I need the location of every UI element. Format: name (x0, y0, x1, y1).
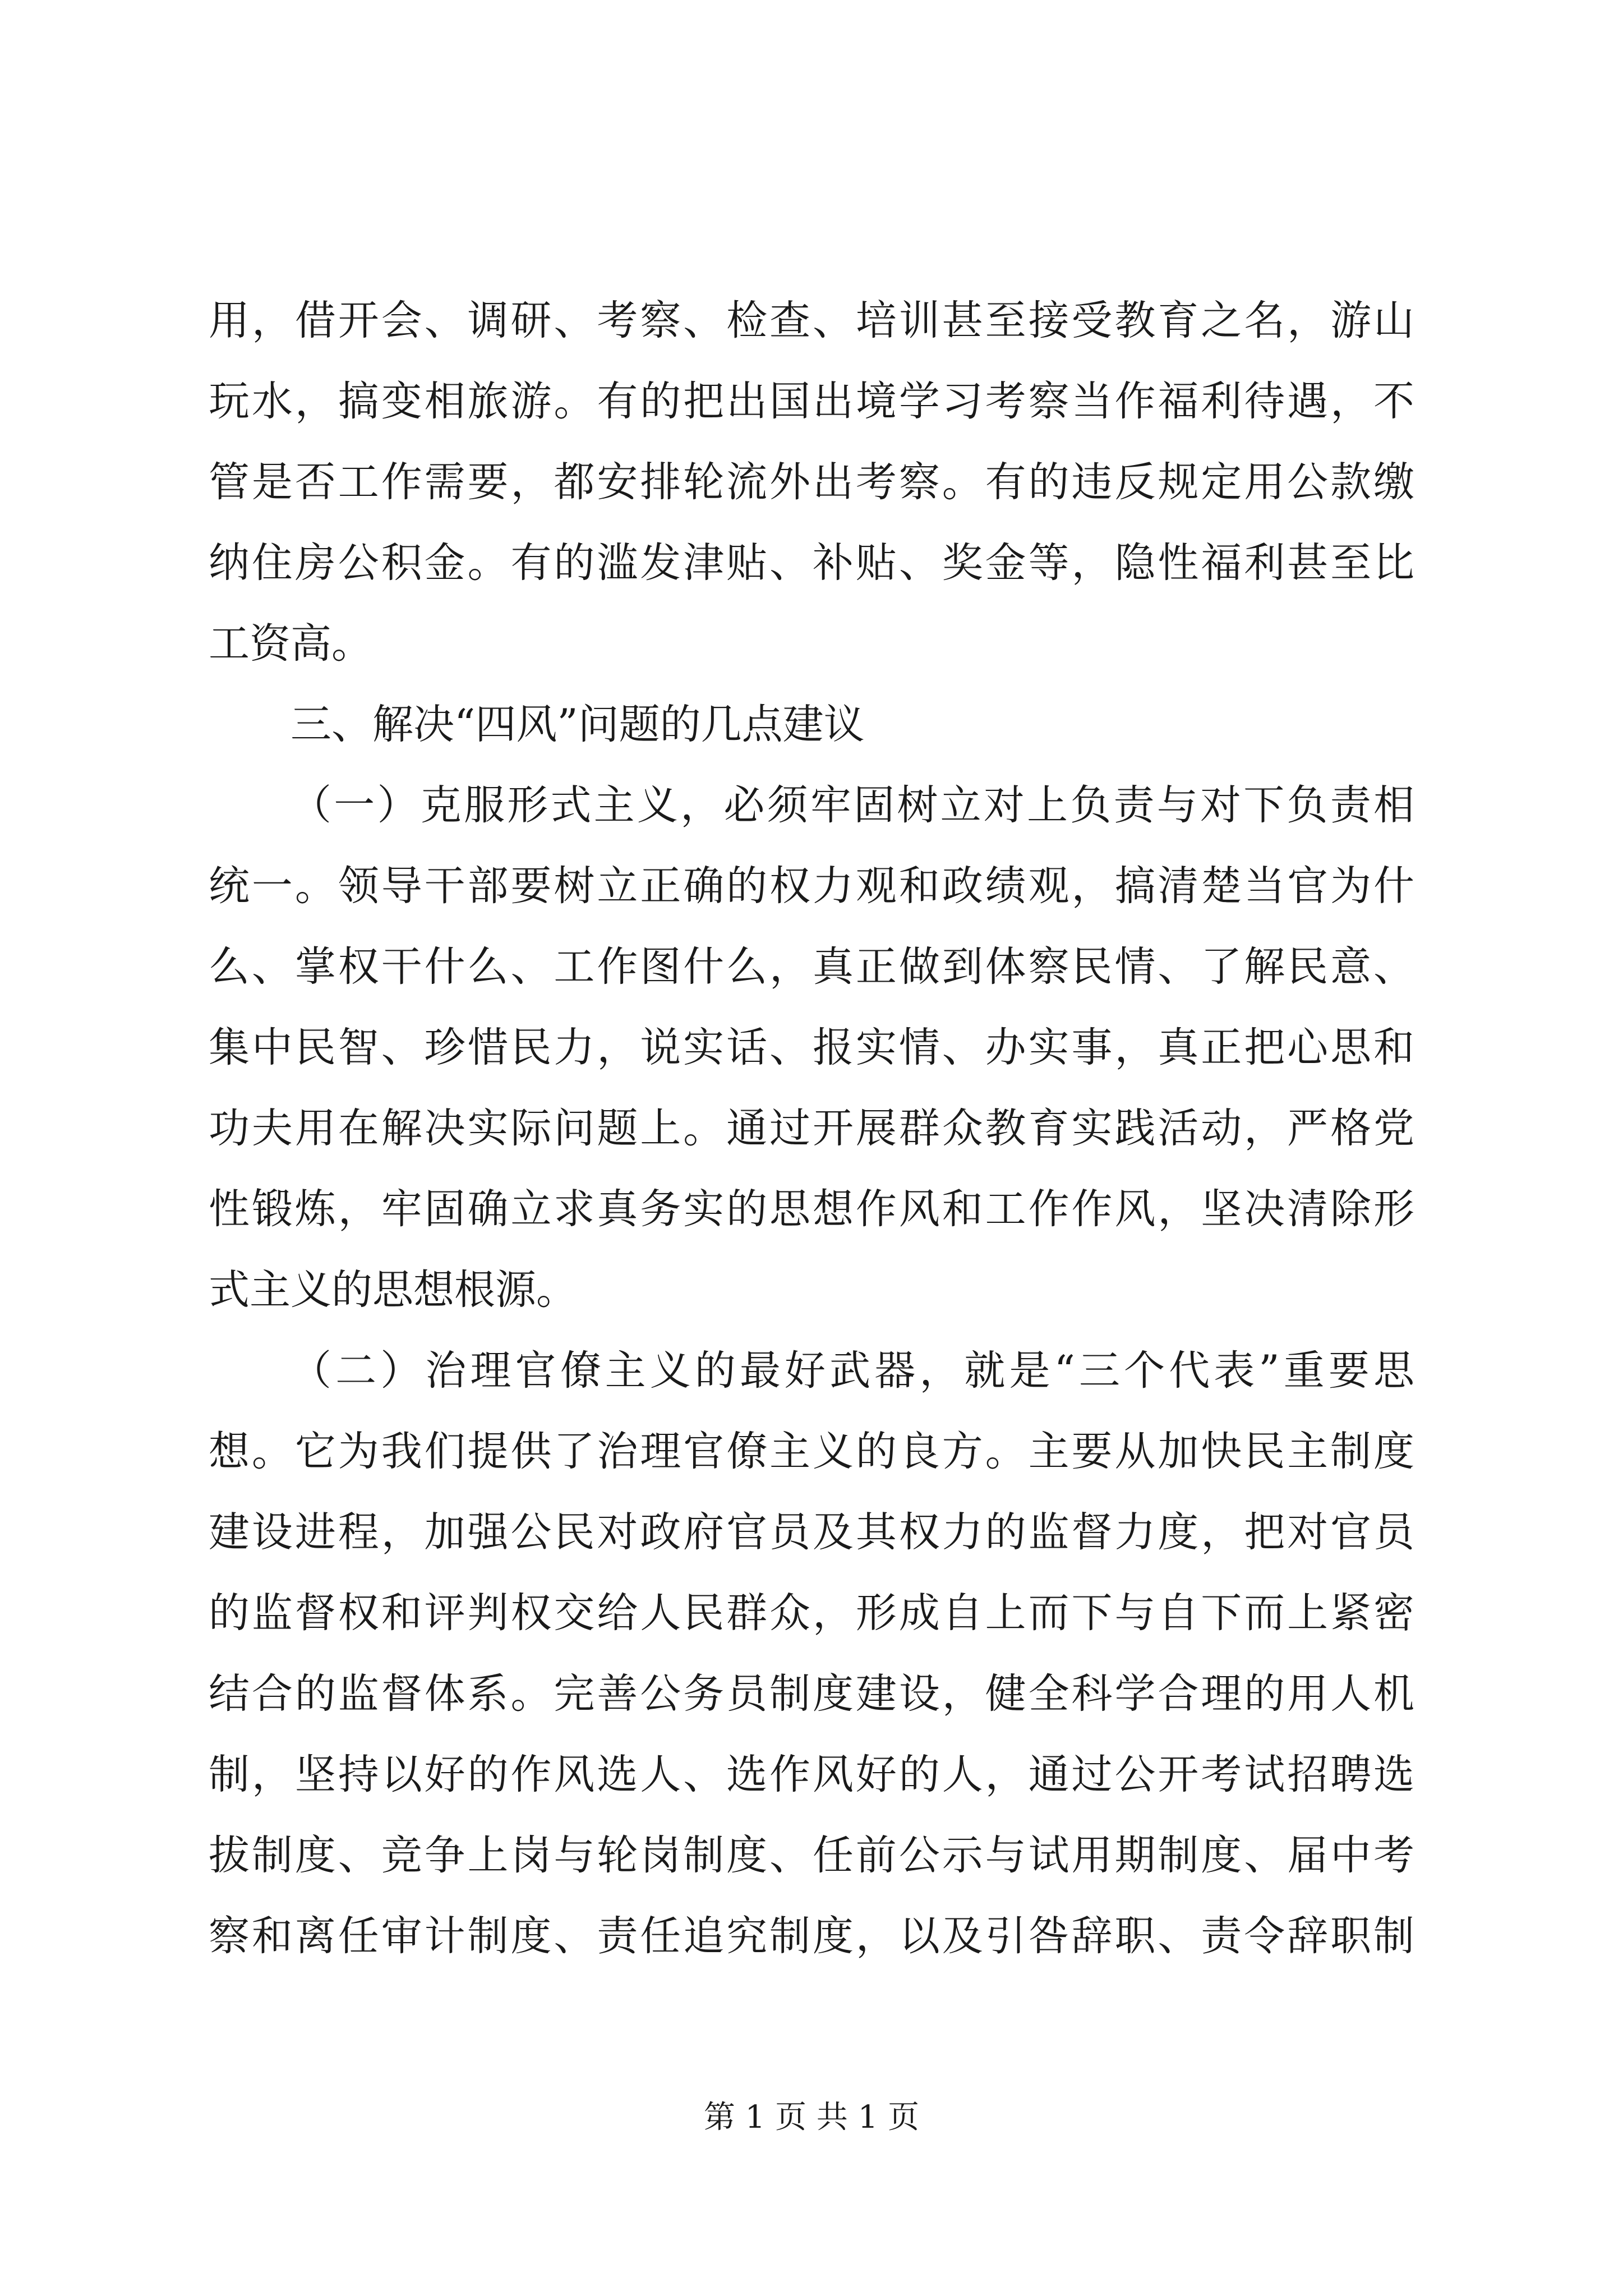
text-line-2: 玩水，搞变相旅游。有的把出国出境学习考察当作福利待遇，不 (209, 378, 1414, 425)
text-line-16: 建设进程，加强公民对政府官员及其权力的监督力度，把对官员 (209, 1508, 1414, 1556)
page-footer: 第 1 页 共 1 页 (703, 2099, 920, 2136)
text-line-20: 拔制度、竞争上岗与轮岗制度、任前公示与试用期制度、届中考 (209, 1832, 1414, 1879)
text-line-4: 纳住房公积金。有的滥发津贴、补贴、奖金等，隐性福利甚至比 (209, 539, 1414, 587)
text-line-9: 么、掌权干什么、工作图什么，真正做到体察民情、了解民意、 (209, 943, 1414, 991)
body-text (209, 280, 1414, 1977)
text-line-17: 的监督权和评判权交给人民群众，形成自上而下与自下而上紧密 (209, 1589, 1414, 1637)
section-heading: 三、解决“四风”问题的几点建议 (291, 701, 865, 748)
text-line-7: （一）克服形式主义，必须牢固树立对上负责与对下负责相 (291, 781, 1414, 829)
text-line-8: 统一。领导干部要树立正确的权力观和政绩观，搞清楚当官为什 (209, 862, 1414, 910)
text-line-11: 功夫用在解决实际问题上。通过开展群众教育实践活动，严格党 (209, 1105, 1414, 1152)
text-line-10: 集中民智、珍惜民力，说实话、报实情、办实事，真正把心思和 (209, 1024, 1414, 1071)
text-line-15: 想。它为我们提供了治理官僚主义的良方。主要从加快民主制度 (209, 1428, 1414, 1475)
text-line-19: 制，坚持以好的作风选人、选作风好的人，通过公开考试招聘选 (209, 1751, 1414, 1798)
text-line-3: 管是否工作需要，都安排轮流外出考察。有的违反规定用公款缴 (209, 458, 1414, 506)
text-line-14: （二）治理官僚主义的最好武器，就是“三个代表”重要思 (291, 1347, 1414, 1395)
text-line-13: 式主义的思想根源。 (209, 1266, 577, 1314)
text-line-12: 性锻炼，牢固确立求真务实的思想作风和工作作风，坚决清除形 (209, 1185, 1414, 1233)
text-line-21: 察和离任审计制度、责任追究制度，以及引咎辞职、责令辞职制 (209, 1912, 1414, 1960)
text-line-5: 工资高。 (209, 620, 372, 668)
text-line-18: 结合的监督体系。完善公务员制度建设，健全科学合理的用人机 (209, 1670, 1414, 1718)
text-line-1: 用，借开会、调研、考察、检查、培训甚至接受教育之名，游山 (209, 297, 1414, 344)
